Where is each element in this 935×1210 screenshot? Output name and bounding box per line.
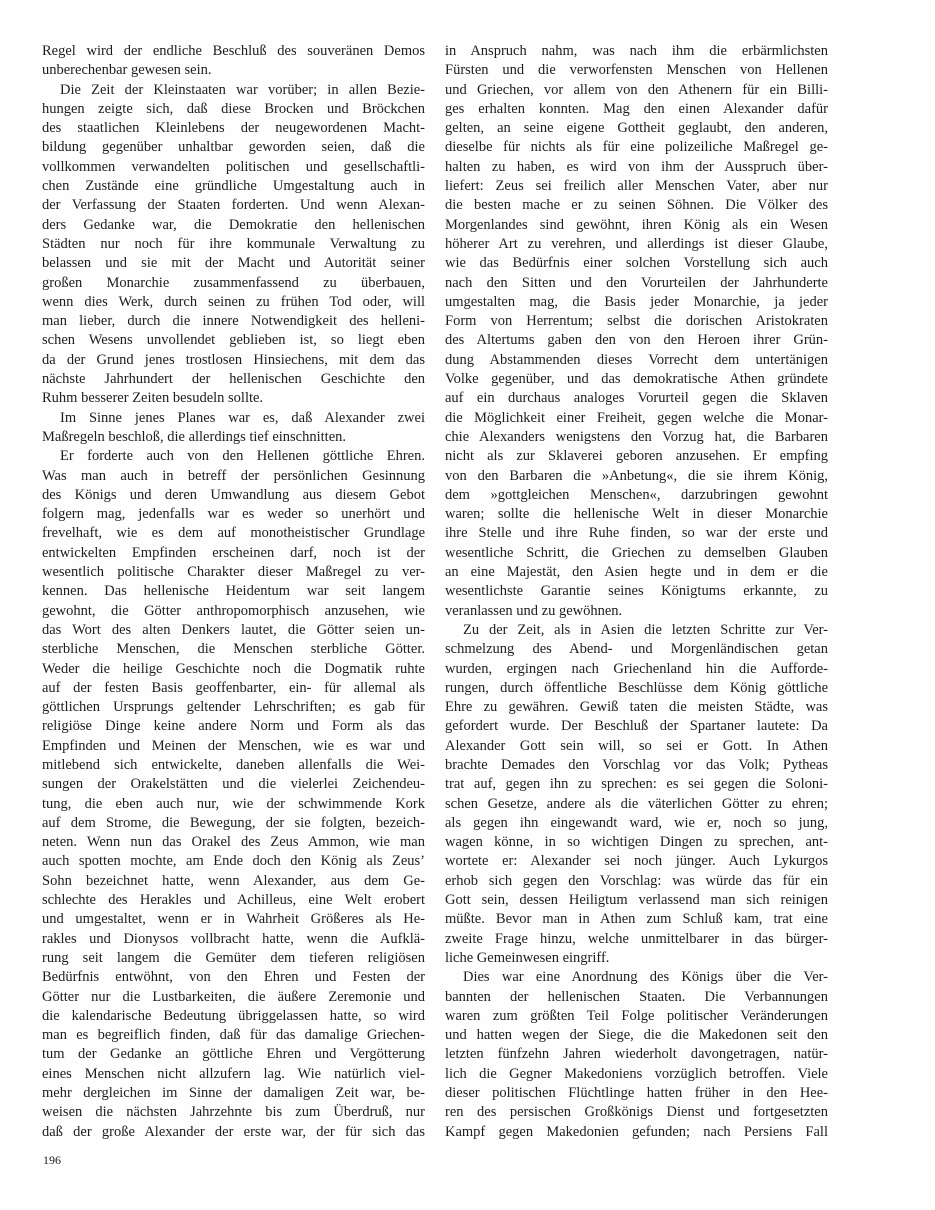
text-line: schmelzung des Abend- und Morgenländischen getan: [445, 641, 828, 658]
text-line: Bedürfnis entwöhnt, von den Ehren und Festen der: [42, 969, 425, 986]
text-line: auf ein durchaus analoges Vorurteil gegen die Sklaven: [445, 390, 828, 407]
text-line: kennen. Das hellenische Heidentum war seit langem: [42, 583, 425, 600]
text-line: Die Zeit der Kleinstaaten war vorüber; in allen Bezie-: [60, 81, 425, 98]
text-line: Götter nur die Lustbarkeiten, die äußere Zeremonie und: [42, 988, 425, 1005]
text-line: wesentliche Schritt, die Griechen zu demselben Glauben: [445, 544, 828, 561]
text-line: göttlichen Ursprungs geltender Lehrschriften; es gab für: [42, 699, 425, 716]
text-line: tung, die eben auch nur, wie der schwimmende Kork: [42, 795, 425, 812]
text-line: wenn dies Werk, durch seinen zu frühen Tod oder, will: [42, 293, 425, 310]
text-line: in Anspruch nahm, was nach ihm die erbärmlichsten: [445, 43, 828, 59]
text-line: ges erhalten konnten. Mag den einen Alexander dafür: [445, 100, 828, 117]
text-line: halten zu haben, es wird von ihm der Ausspruch über-: [445, 158, 828, 175]
text-line: und Griechen, vor allem von den Athenern für ein Billi-: [445, 81, 828, 98]
text-line: zweite Frage hinzu, welche unmittelbarer in das bürger-: [445, 930, 828, 947]
text-line: schen Gesetze, andere als die väterlichen Götter zu ehren;: [445, 795, 828, 812]
text-line: wurden, ergingen nach Griechenland hin die Aufforde-: [445, 660, 828, 677]
text-line: neten. Wenn nun das Orakel des Zeus Ammon, wie man: [42, 834, 425, 851]
text-column-right: [445, 42, 828, 1142]
text-line: Ehre zu gewähren. Gewiß taten die meisten Städte, was: [445, 699, 828, 716]
text-line: Empfinden und Meinen der Menschen, wie es war und: [42, 737, 425, 754]
text-line: von den Barbaren die »Anbetung«, die sie ihrem König,: [445, 467, 828, 484]
text-line: mitlebend sich entwickelte, daneben allenfalls die Wei-: [42, 756, 425, 773]
text-line: auch spotten mochte, am Ende doch den König als Zeus’: [42, 853, 425, 870]
text-line: wortete er: Alexander sei noch jünger. Auch Lykurgos: [445, 853, 828, 870]
text-line: rung seit langem die Gemüter dem tieferen religiösen: [42, 949, 425, 966]
text-line: als gegen ihn eingewandt ward, wie er, noch so jung,: [445, 814, 828, 831]
text-line: Alexander Gott sein will, so sei er Gott. In Athen: [445, 737, 828, 754]
text-line: ders Gedanke war, die Demokratie den hellenischen: [42, 216, 425, 233]
text-line: tum der Gedanke an göttliche Ehren und Vergötterung: [42, 1046, 425, 1063]
text-line: des staatlichen Kleinlebens der neugewordenen Macht-: [42, 120, 425, 137]
text-line: religiöse Dinge keine andere Norm und Form als das: [42, 718, 425, 735]
text-line: gefordert wurde. Der Beschluß der Spartaner lautete: Da: [445, 718, 828, 735]
text-line: vollkommen verwandelten politischen und gesellschaftli-: [42, 158, 425, 175]
text-line: Ruhm besserer Zeiten besudeln sollte.: [42, 390, 264, 407]
text-line: chie Alexanders wenigstens den Vorzug hat, die Barbaren: [445, 428, 828, 445]
text-line: Morgenlandes sind gewöhnt, ihren König als ein Wesen: [445, 216, 828, 233]
text-line: nicht als zur Sklaverei geboren anzusehen. Er empfing: [445, 448, 828, 465]
text-line: Gott sein, dessen Heiligtum verlassend man sich reinigen: [445, 892, 828, 909]
text-line: Kampf gegen Makedonien gefunden; nach Persiens Fall: [445, 1123, 828, 1140]
text-line: umgestalten mag, die Basis jeder Monarchie, ja jeder: [445, 293, 828, 310]
text-line: mehr dergleichen im Sinne der damaligen Zeit war, be-: [42, 1085, 425, 1102]
text-line: des Altertums gaben den von den Heroen ihrer Grün-: [445, 332, 828, 349]
text-line: die Möglichkeit einer Freiheit, gegen welche die Monar-: [445, 409, 828, 426]
text-line: auf der festen Basis geoffenbarter, ein- für allemal als: [42, 679, 425, 696]
text-line: eines Menschen nicht allzufern lag. Wie natürlich viel-: [42, 1065, 425, 1082]
text-line: Sohn bezeichnet hatte, wenn Alexander, aus dem Ge-: [42, 872, 425, 889]
text-line: schen Wesens unvollendet geblieben ist, so liegt eben: [42, 332, 425, 349]
text-line: dieselbe für nichts als für eine polizeiliche Maßregel ge-: [445, 139, 828, 156]
page-number: 196: [43, 1153, 61, 1167]
text-line: unberechenbar gewesen sein.: [42, 62, 212, 79]
text-line: letzten fünfzehn Jahren wiederholt davongetragen, natür-: [445, 1046, 828, 1063]
text-line: und hatten wegen der Siege, die die Makedonen seit den: [445, 1027, 828, 1044]
text-line: brachte Demades den Vorschlag vor das Volk; Pytheas: [445, 756, 828, 773]
text-line: chen Zustände eine gründliche Umgestaltung auch in: [42, 178, 425, 195]
text-line: rungen, durch öffentliche Beschlüsse dem König göttliche: [445, 679, 828, 696]
text-line: trat auf, gegen ihn zu sprechen: es sei gegen die Soloni-: [445, 776, 828, 793]
text-line: lich die Gegner Makedoniens vorzüglich betroffen. Viele: [445, 1065, 828, 1082]
text-line: rakles und Dionysos vollbracht hatte, wenn die Aufklä-: [42, 930, 425, 947]
text-line: Volke gegenüber, und das demokratische Athen gründete: [445, 371, 828, 388]
text-line: auf dem Strome, die Bewegung, der sie folgten, bezeich-: [42, 814, 425, 831]
text-line: nächste Jahrhundert der hellenischen Geschichte den: [42, 371, 425, 388]
text-line: erhob sich gegen den Vorschlag: was würde das für ein: [445, 872, 828, 889]
text-line: folgern mag, jedenfalls war es weder so unerhört und: [42, 506, 425, 523]
text-line: wagen könne, in so wichtigen Dingen zu sprechen, ant-: [445, 834, 828, 851]
text-line: liefert: Zeus sei freilich aller Menschen Vater, aber nur: [445, 178, 828, 195]
text-line: wie das Bedürfnis einer solchen Vorstellung sich auch: [445, 255, 828, 272]
text-line: die kalendarische Bedeutung übriggelassen hatte, so wird: [42, 1007, 425, 1024]
text-line: Was man auch in betreff der persönlichen Gesinnung: [42, 467, 425, 484]
text-line: Städten nur noch für ihre kommunale Verwaltung zu: [42, 235, 425, 252]
text-line: nach den Sitten und den Vorurteilen der Jahrhunderte: [445, 274, 828, 291]
text-line: da der Grund jenes trostlosen Hinsiechens, mit dem das: [42, 351, 425, 368]
text-line: man es begreiflich finden, daß für das damalige Griechen-: [42, 1027, 425, 1044]
text-line: ren des persischen Großkönigs Dienst und fortgesetzten: [445, 1104, 828, 1121]
text-line: waren; sollte die hellenische Welt in dieser Monarchie: [445, 506, 828, 523]
text-line: gelten, an seine eigene Gottheit geglaubt, den anderen,: [445, 120, 828, 137]
text-line: Weder die heilige Geschichte noch die Dogmatik ruhte: [42, 660, 425, 677]
text-line: wesentlich politische Charakter dieser Maßregel zu ver-: [42, 564, 425, 581]
text-line: Zu der Zeit, als in Asien die letzten Schritte zur Ver-: [463, 621, 828, 638]
text-line: belassen und sie mit der Macht und Autorität seiner: [42, 255, 425, 272]
text-line: sterbliche Menschen, die Menschen sterbliche Götter.: [42, 641, 425, 658]
text-line: dung Abstammenden dieses Vorrecht dem untertänigen: [445, 351, 828, 368]
text-line: waren zum größten Teil Folge politischer Veränderungen: [445, 1007, 828, 1024]
text-line: Form von Herrentum; selbst die dorischen Aristokraten: [445, 313, 828, 330]
text-line: des Königs und deren Umwandlung aus diesem Gebot: [42, 486, 425, 503]
text-line: Fürsten und die verworfensten Menschen von Hellenen: [445, 62, 828, 79]
text-line: Dies war eine Anordnung des Königs über die Ver-: [463, 969, 828, 986]
text-line: höherer Art zu verehren, und allerdings ist dieser Glaube,: [445, 235, 828, 252]
text-line: sungen der Orakelstätten und die vielerlei Zeichendeu-: [42, 776, 425, 793]
text-line: frevelhaft, wie es dem auf monotheistischer Grundlage: [42, 525, 425, 542]
text-line: gewohnt, die Götter anthropomorphisch anzusehen, wie: [42, 602, 425, 619]
text-line: Maßregeln beschloß, die allerdings tief einschnitten.: [42, 428, 347, 445]
text-line: liche Gemeinwesen eingriff.: [445, 949, 610, 966]
text-line: Er forderte auch von den Hellenen göttliche Ehren.: [60, 448, 425, 465]
text-line: veranlassen und zu gewöhnen.: [445, 602, 623, 619]
text-line: daß der große Alexander der erste war, der für sich das: [42, 1123, 425, 1140]
text-line: dem »gottgleichen Menschen«, darzubringen gewohnt: [445, 486, 828, 503]
text-line: großen Monarchie zusammenfassend zu überbauen,: [42, 274, 425, 291]
text-line: weisen die nächsten Jahrzehnte bis zum Überdruß, nur: [42, 1104, 425, 1121]
text-line: müßte. Bevor man in Athen zum Schluß kam, trat eine: [445, 911, 828, 928]
text-line: hungen zeigte sich, daß diese Brocken und Bröckchen: [42, 100, 425, 117]
text-line: das Wort des alten Denkers lautet, die Götter seien un-: [42, 621, 425, 638]
text-line: wesentlichste Garantie seines Königtums erkannte, zu: [445, 583, 828, 600]
text-column-left: [42, 42, 425, 1142]
text-line: bildung gegenüber unhaltbar geworden seien, daß die: [42, 139, 425, 156]
text-line: Im Sinne jenes Planes war es, daß Alexander zwei: [60, 409, 425, 426]
text-line: schlechte des Herakles und Achilleus, eine Welt erobert: [42, 892, 425, 909]
text-line: Regel wird der endliche Beschluß des souveränen Demos: [42, 43, 425, 59]
text-line: bannten der hellenischen Staaten. Die Verbannungen: [445, 988, 828, 1005]
text-line: dieser politischen Flüchtlinge hatten früher in den Hee-: [445, 1085, 828, 1102]
text-line: man lieber, durch die innere Notwendigkeit des helleni-: [42, 313, 425, 330]
text-line: ihre Stelle und ihre Ruhe finden, so war der erste und: [445, 525, 828, 542]
text-line: der Verfassung der Staaten forderten. Und wenn Alexan-: [42, 197, 425, 214]
text-line: an eine Majestät, den Asien hegte und in dem er die: [445, 564, 828, 581]
text-line: entwickelten Empfinden erscheinen darf, noch ist der: [42, 544, 425, 561]
text-line: und umgestaltet, wenn er in Wahrheit Größeres als He-: [42, 911, 425, 928]
text-line: die besten mache er zu seinen Söhnen. Die Völker des: [445, 197, 828, 214]
